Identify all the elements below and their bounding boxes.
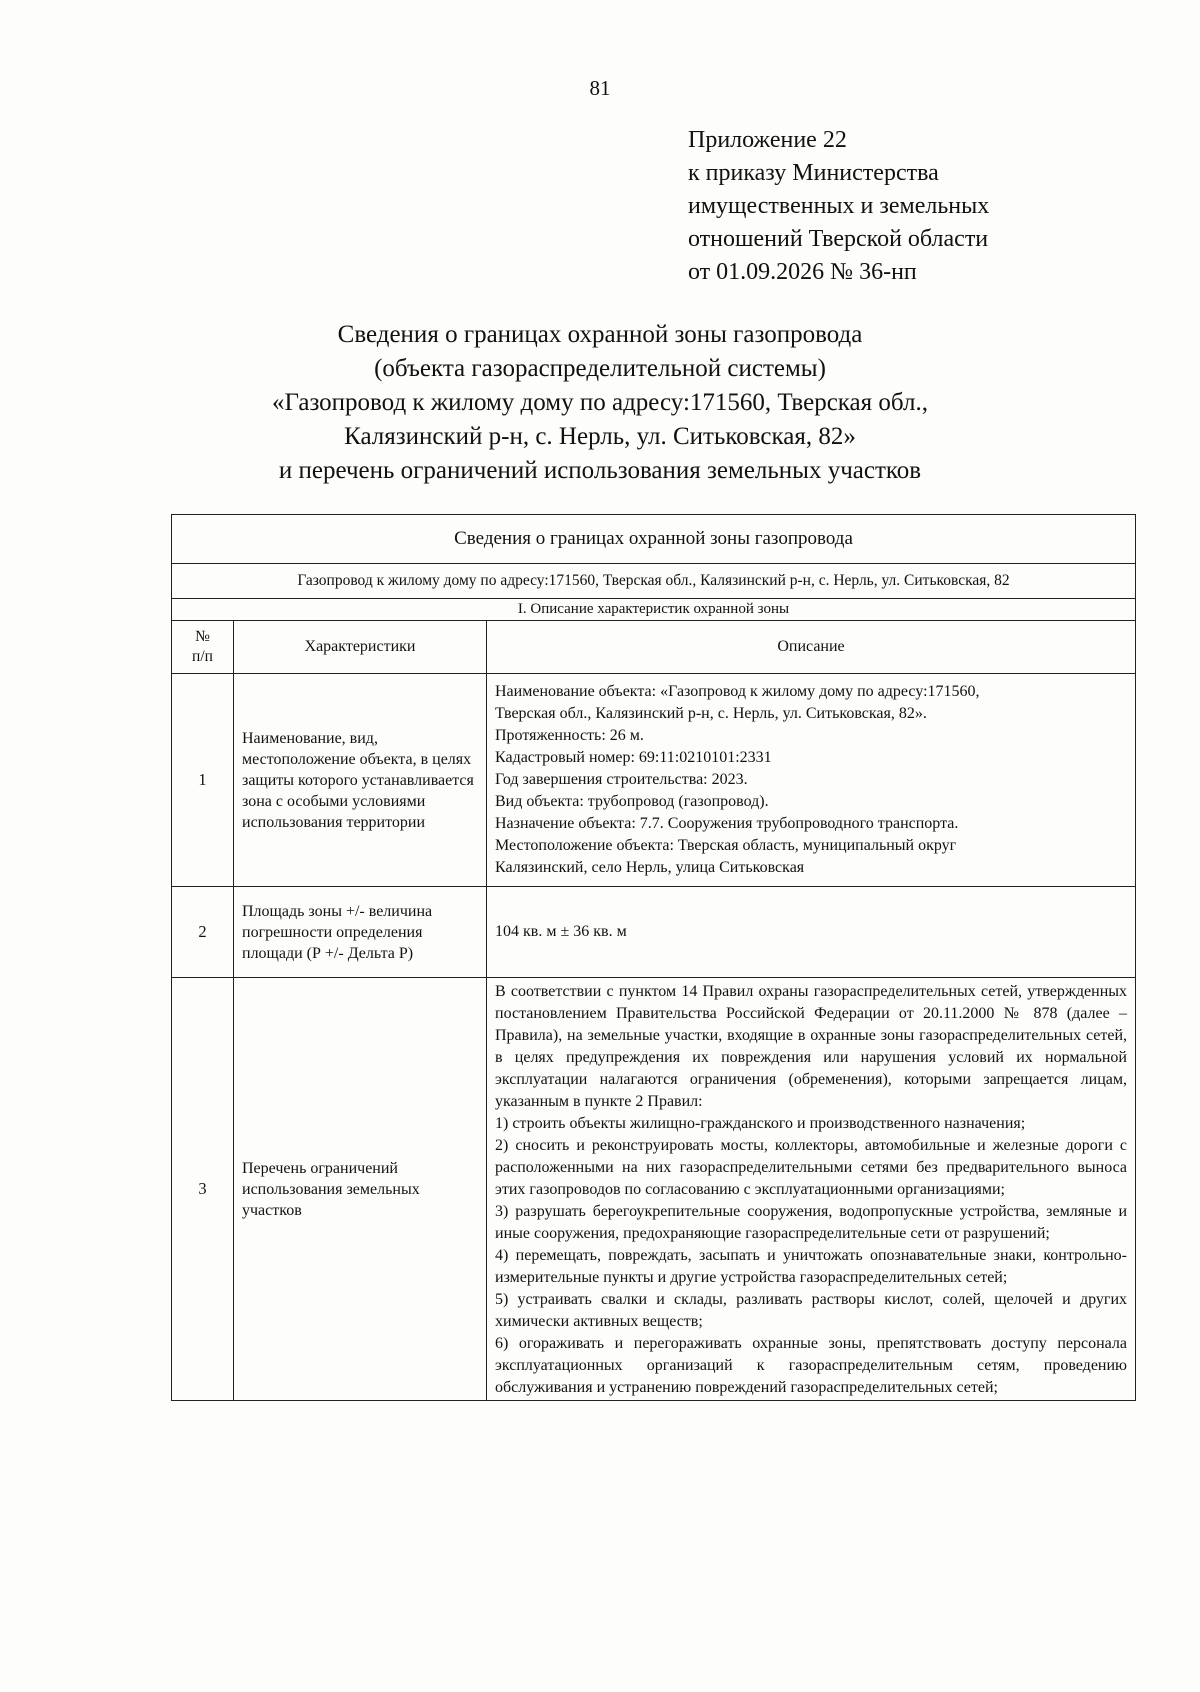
row-characteristic: Наименование, вид, местоположение объекта, в целях защиты которого устанавливается зона с особыми условиями использования территории: [234, 674, 487, 887]
row-description: [487, 674, 1136, 887]
description-line: Год завершения строительства: 2023.: [495, 771, 748, 788]
description-line: Калязинский, село Нерль, улица Ситьковская: [495, 859, 805, 876]
column-header-description: Описание: [487, 621, 1136, 674]
restriction-paragraph: В соответствии с пунктом 14 Правил охраны газораспределительных сетей, утвержденных постановлением Правительства Российской Федерации от 20.11.2000 № 878 (далее – Правила), на земельные участки, входящие в охранные зоны газораспределительных сетей, в целях предупреждения их повреждения или нарушения условий их нормальной эксплуатации налагаются ограничения (обременения), которыми запрещается лицам, указанным в пункте 2 Правил:: [495, 983, 1127, 1110]
heading-line: «Газопровод к жилому дому по адресу:171560, Тверская обл.,: [272, 389, 928, 416]
heading-line: Калязинский р-н, с. Нерль, ул. Ситьковская, 82»: [344, 423, 856, 450]
description-line: Местоположение объекта: Тверская область, муниципальный округ: [495, 837, 957, 854]
description-line: Назначение объекта: 7.7. Сооружения трубопроводного транспорта.: [495, 815, 959, 832]
restriction-paragraph: 2) сносить и реконструировать мосты, коллекторы, автомобильные и железные дороги с расположенными на них газораспределительными сетями без предварительного выноса этих газопроводов по согласованию с эксплуатационными организациями;: [495, 1137, 1127, 1198]
description-line: Кадастровый номер: 69:11:0210101:2331: [495, 749, 772, 766]
restriction-paragraph: 3) разрушать берегоукрепительные сооружения, водопропускные устройства, земляные и иные сооружения, предохраняющие газораспределительные сети от разрушений;: [495, 1203, 1127, 1242]
page-number: 81: [589, 76, 611, 100]
zone-table: [171, 514, 1136, 1401]
description-line: Вид объекта: трубопровод (газопровод).: [495, 793, 769, 810]
row-characteristic: Площадь зоны +/- величина погрешности определения площади (Р +/- Дельта Р): [234, 887, 487, 978]
description-line: Протяженность: 26 м.: [495, 727, 644, 744]
document-heading: [0, 318, 1200, 488]
heading-line: и перечень ограничений использования земельных участков: [278, 457, 922, 484]
table-title: Сведения о границах охранной зоны газопровода: [172, 515, 1136, 564]
heading-line: (объекта газораспределительной системы): [374, 355, 826, 382]
description-line: Тверская обл., Калязинский р-н, с. Нерль, ул. Ситьковская, 82».: [495, 705, 927, 722]
row-description: [487, 978, 1136, 1401]
column-header-number: № п/п: [172, 621, 234, 674]
row-number: 2: [172, 887, 234, 978]
table-row: [172, 978, 1136, 1401]
row-characteristic: Перечень ограничений использования земельных участков: [234, 978, 487, 1401]
row-number: 3: [172, 978, 234, 1401]
appendix-reference: [688, 124, 989, 289]
restriction-paragraph: 6) огораживать и перегораживать охранные зоны, препятствовать доступу персонала эксплуатационных организаций к газораспределительным сетям, проведению обслуживания и устранению повреждений газораспределительных сетей;: [495, 1335, 1127, 1396]
appendix-line: отношений Тверской области: [688, 226, 989, 252]
appendix-line: к приказу Министерства: [688, 160, 939, 186]
table-section-title: I. Описание характеристик охранной зоны: [172, 599, 1136, 621]
row-number: 1: [172, 674, 234, 887]
restriction-paragraph: 1) строить объекты жилищно-гражданского и производственного назначения;: [495, 1115, 1026, 1132]
column-header-characteristics: Характеристики: [234, 621, 487, 674]
table-row: [172, 674, 1136, 887]
row-description: 104 кв. м ± 36 кв. м: [487, 887, 1136, 978]
description-line: Наименование объекта: «Газопровод к жилому дому по адресу:171560,: [495, 683, 980, 700]
restriction-paragraph: 5) устраивать свалки и склады, разливать растворы кислот, солей, щелочей и других химически активных веществ;: [495, 1291, 1127, 1330]
table-object-name: Газопровод к жилому дому по адресу:171560, Тверская обл., Калязинский р-н, с. Нерль, ул. Ситьковская, 82: [172, 564, 1136, 599]
heading-line: Сведения о границах охранной зоны газопровода: [337, 321, 863, 348]
table-row: [172, 887, 1136, 978]
appendix-line: имущественных и земельных: [688, 193, 990, 219]
appendix-line: от 01.09.2026 № 36-нп: [688, 259, 917, 285]
appendix-line: Приложение 22: [688, 127, 847, 153]
restriction-paragraph: 4) перемещать, повреждать, засыпать и уничтожать опознавательные знаки, контрольно-измерительные пункты и другие устройства газораспределительных сетей;: [495, 1247, 1127, 1286]
table-header-row: [172, 621, 1136, 674]
